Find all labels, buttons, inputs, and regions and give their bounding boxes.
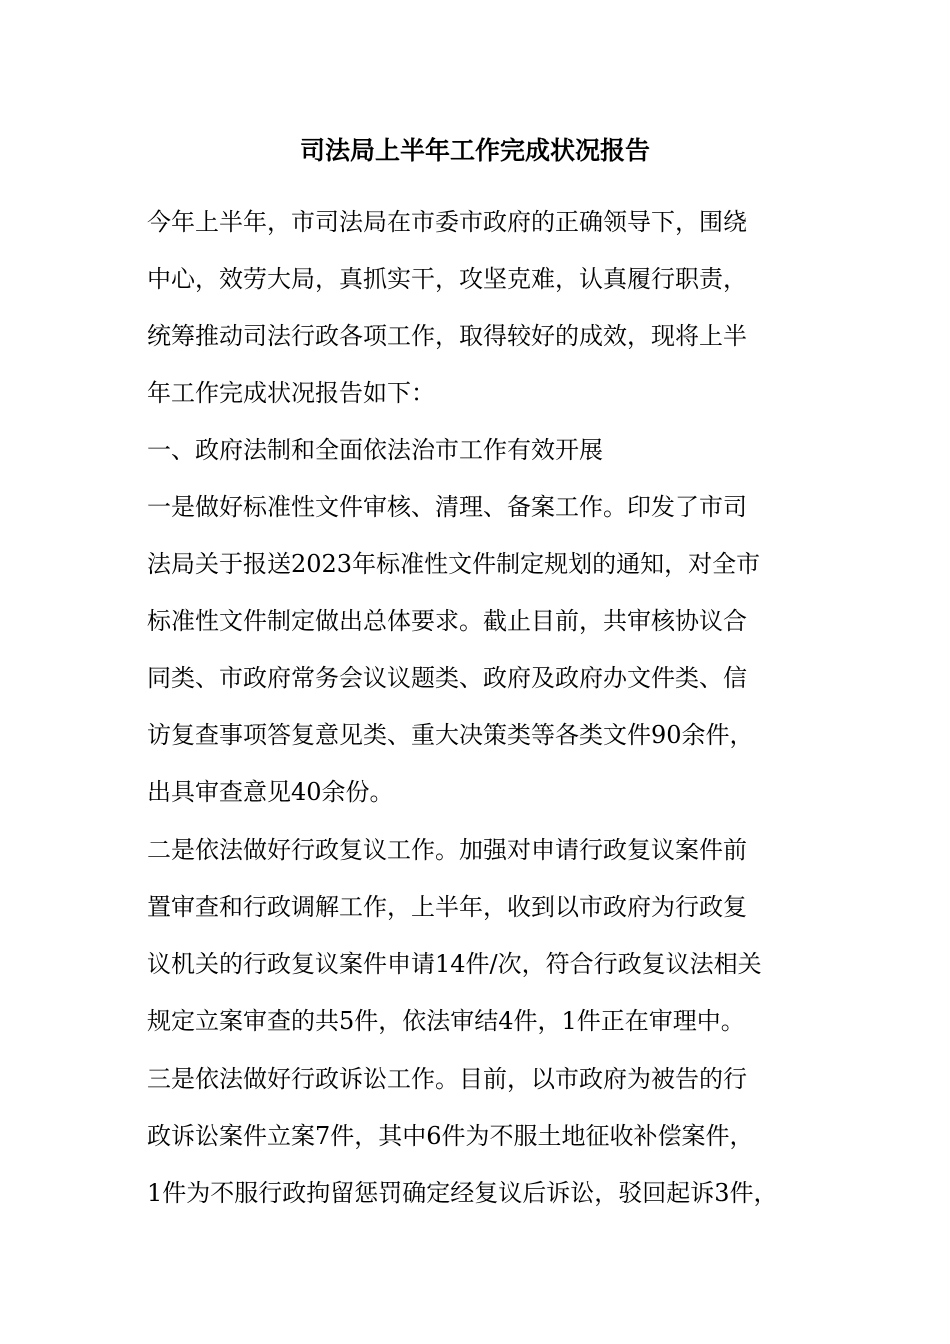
document-title: 司法局上半年工作完成状况报告: [299, 136, 650, 165]
body-line: 二是依法做好行政复议工作。加强对申请行政复议案件前: [147, 836, 747, 864]
body-line: 规定立案审查的共5件，依法审结4件，1件正在审理中。: [147, 1007, 745, 1035]
body-line: 三是依法做好行政诉讼工作。目前，以市政府为被告的行: [147, 1065, 747, 1093]
body-line: 年工作完成状况报告如下：: [147, 379, 435, 407]
body-line: 一是做好标准性文件审核、清理、备案工作。印发了市司: [147, 493, 747, 521]
body-line: 统筹推动司法行政各项工作，取得较好的成效，现将上半: [147, 322, 747, 350]
body-line: 法局关于报送2023年标准性文件制定规划的通知，对全市: [147, 550, 761, 578]
body-line: 访复查事项答复意见类、重大决策类等各类文件90余件，: [147, 721, 754, 749]
body-line: 议机关的行政复议案件申请14件/次，符合行政复议法相关: [147, 950, 762, 978]
body-line: 标准性文件制定做出总体要求。截止目前，共审核协议合: [147, 607, 747, 635]
body-line: 置审查和行政调解工作，上半年，收到以市政府为行政复: [147, 893, 747, 921]
body-line: 政诉讼案件立案7件，其中6件为不服土地征收补偿案件，: [147, 1122, 754, 1150]
body-line: 1件为不服行政拘留惩罚确定经复议后诉讼，驳回起诉3件，: [147, 1179, 778, 1207]
body-line: 中心，效劳大局，真抓实干，攻坚克难，认真履行职责，: [147, 265, 747, 293]
section-heading: 一、政府法制和全面依法治市工作有效开展: [147, 436, 603, 464]
body-line: 同类、市政府常务会议议题类、政府及政府办文件类、信: [147, 664, 747, 692]
body-line: 出具审查意见40余份。: [147, 778, 394, 806]
body-line: 今年上半年，市司法局在市委市政府的正确领导下，围绕: [147, 208, 747, 236]
